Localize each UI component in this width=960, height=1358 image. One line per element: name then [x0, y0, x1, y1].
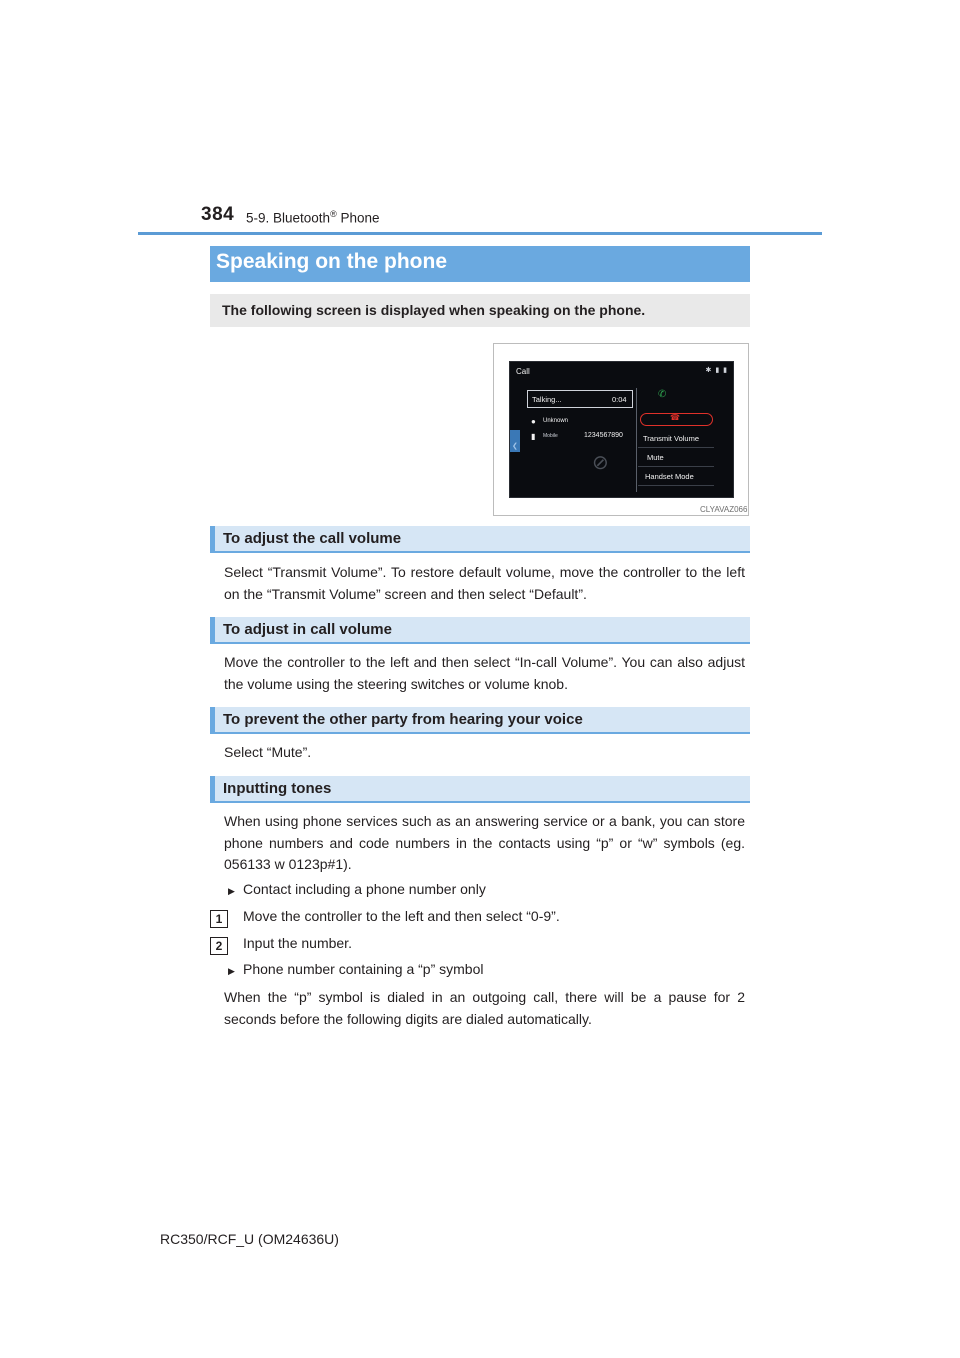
section-suffix: Phone [336, 210, 380, 226]
person-icon: ● [531, 417, 536, 426]
registered-mark: ® [330, 209, 337, 219]
step-text: Move the controller to the left and then select “0-9”. [243, 908, 560, 924]
section-heading: To prevent the other party from hearing your voice [223, 711, 583, 728]
image-code: CLYAVAZ066 [700, 505, 748, 514]
caller-name: Unknown [543, 418, 569, 424]
triangle-bullet-icon: ▶ [228, 886, 235, 896]
intro-text: The following screen is displayed when speaking on the phone. [222, 302, 646, 318]
screen-title: Call [516, 367, 530, 376]
page-number: 384 [201, 204, 235, 225]
list-item: Phone number containing a “p” symbol [243, 961, 484, 977]
section-heading: Inputting tones [223, 780, 332, 797]
step-text: Input the number. [243, 935, 352, 951]
phone-type: Mobile [543, 433, 558, 439]
section-body: Select “Mute”. [224, 744, 312, 760]
menu-handset-mode: Handset Mode [645, 472, 694, 481]
menu-rule [638, 466, 714, 467]
chevron-left-icon: ❮ [512, 443, 518, 450]
section-heading: To adjust in call volume [223, 621, 392, 638]
call-screen-image [509, 361, 734, 498]
call-timer: 0:04 [612, 395, 627, 404]
status-icons: ✱ ▮ ▮ [705, 367, 728, 374]
phone-end-icon: ☎ [670, 413, 680, 422]
menu-transmit-volume: Transmit Volume [643, 434, 699, 443]
list-item: Contact including a phone number only [243, 881, 486, 897]
section-body: Select “Transmit Volume”. To restore default volume, move the controller to the left on the “Transmit Volume” screen and then select “Default”. [224, 564, 745, 602]
step-number: 1 [210, 910, 228, 928]
menu-rule [638, 485, 714, 486]
phone-number: 1234567890 [584, 432, 623, 439]
page-title: Speaking on the phone [216, 250, 448, 273]
section-body: When using phone services such as an answering service or a bank, you can store phone numbers and code numbers in the contacts using “p” or “w” symbols (eg. 056133 w 0123p#1). [224, 813, 745, 872]
section-name: 5-9. Bluetooth [246, 210, 331, 226]
section-body: Move the controller to the left and then select “In-call Volume”. You can also adjust the volume using the steering switches or volume knob. [224, 654, 745, 692]
screen-divider [636, 388, 637, 492]
phone-accept-icon: ✆ [658, 389, 667, 400]
mobile-phone-icon: ▮ [531, 432, 536, 441]
talking-label: Talking... [532, 395, 562, 404]
footer-model-code: RC350/RCF_U (OM24636U) [160, 1231, 339, 1247]
section-heading: To adjust the call volume [223, 530, 402, 547]
menu-rule [638, 447, 714, 448]
step-number: 2 [210, 937, 228, 955]
menu-mute: Mute [647, 453, 664, 462]
tones-note: When the “p” symbol is dialed in an outgoing call, there will be a pause for 2 seconds before the following digits are dialed automatically. [224, 989, 745, 1027]
triangle-bullet-icon: ▶ [228, 966, 235, 976]
section-label [246, 209, 380, 226]
no-entry-icon: ⊘ [592, 452, 609, 474]
header-rule [138, 232, 822, 235]
